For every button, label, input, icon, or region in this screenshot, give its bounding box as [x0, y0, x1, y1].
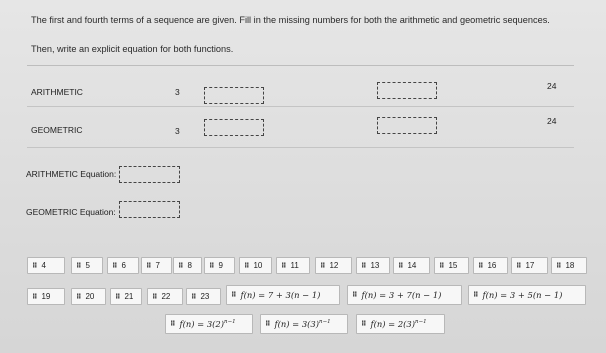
drag-grip-icon: ⠿ — [478, 262, 483, 270]
drag-grip-icon: ⠿ — [398, 262, 403, 270]
arithmetic-row — [27, 66, 574, 107]
answer-tile[interactable]: ⠿ 11 — [276, 257, 310, 274]
drag-grip-icon: ⠿ — [281, 262, 286, 270]
answer-tile[interactable]: ⠿ 10 — [239, 257, 272, 274]
answer-tile[interactable]: ⠿ 7 — [141, 257, 172, 274]
drag-grip-icon: ⠿ — [473, 292, 478, 299]
instruction-text-2: Then, write an explicit equation for both functions. — [31, 44, 234, 54]
answer-tile[interactable]: ⠿ 23 — [186, 288, 221, 305]
answer-tile[interactable]: ⠿ 18 — [551, 257, 587, 274]
answer-tile-formula[interactable]: ⠿ f(n) = 3 + 7(n − 1) — [347, 285, 462, 305]
drag-grip-icon: ⠿ — [439, 262, 444, 270]
answer-tile[interactable]: ⠿ 8 — [173, 257, 202, 274]
geometric-term2-dropzone[interactable] — [204, 119, 264, 136]
drag-grip-icon: ⠿ — [320, 262, 325, 270]
answer-tile-formula[interactable]: ⠿ $f(n) = 3(2)^{n-1}$ — [165, 314, 253, 334]
geometric-equation-label: GEOMETRIC Equation: — [26, 207, 116, 217]
drag-grip-icon: ⠿ — [170, 321, 175, 328]
drag-grip-icon: ⠿ — [352, 292, 357, 299]
arithmetic-first-term: 3 — [175, 87, 180, 97]
answer-tile[interactable]: ⠿ 21 — [110, 288, 142, 305]
geometric-row — [27, 107, 574, 148]
drag-grip-icon: ⠿ — [244, 262, 249, 270]
answer-tile[interactable]: ⠿ 15 — [434, 257, 469, 274]
row-label-geometric: GEOMETRIC — [31, 125, 83, 135]
drag-grip-icon: ⠿ — [209, 262, 214, 270]
drag-grip-icon: ⠿ — [115, 293, 120, 301]
answer-tile[interactable]: ⠿ 14 — [393, 257, 430, 274]
answer-tile[interactable]: ⠿ 20 — [71, 288, 106, 305]
answer-tile-formula[interactable]: ⠿ $f(n) = 3(3)^{n-1}$ — [260, 314, 348, 334]
answer-tile[interactable]: ⠿ 13 — [356, 257, 390, 274]
drag-grip-icon: ⠿ — [32, 293, 37, 301]
drag-grip-icon: ⠿ — [152, 293, 157, 301]
answer-tile-formula[interactable]: ⠿ f(n) = 3 + 5(n − 1) — [468, 285, 586, 305]
answer-tile-formula[interactable]: ⠿ f(n) = 7 + 3(n − 1) — [226, 285, 340, 305]
drag-grip-icon: ⠿ — [76, 262, 81, 270]
drag-grip-icon: ⠿ — [361, 262, 366, 270]
arithmetic-term2-dropzone[interactable] — [204, 87, 264, 104]
answer-tile[interactable]: ⠿ 9 — [204, 257, 235, 274]
arithmetic-term3-dropzone[interactable] — [377, 82, 437, 99]
instruction-text: The first and fourth terms of a sequence are given. Fill in the missing numbers for both the arithmetic and geometric sequences. — [31, 15, 550, 25]
geometric-equation-dropzone[interactable] — [119, 201, 180, 218]
drag-grip-icon: ⠿ — [361, 321, 366, 328]
geometric-first-term: 3 — [175, 126, 180, 136]
drag-grip-icon: ⠿ — [231, 292, 236, 299]
drag-grip-icon: ⠿ — [556, 262, 561, 270]
geometric-fourth-term: 24 — [547, 116, 557, 126]
answer-tile[interactable]: ⠿ 4 — [27, 257, 65, 274]
answer-tile[interactable]: ⠿ 6 — [107, 257, 139, 274]
drag-grip-icon: ⠿ — [112, 262, 117, 270]
answer-tile-formula[interactable]: ⠿ $f(n) = 2(3)^{n-1}$ — [356, 314, 445, 334]
row-label-arithmetic: ARITHMETIC — [31, 87, 83, 97]
drag-grip-icon: ⠿ — [265, 321, 270, 328]
drag-grip-icon: ⠿ — [516, 262, 521, 270]
drag-grip-icon: ⠿ — [191, 293, 196, 301]
answer-tile[interactable]: ⠿ 5 — [71, 257, 103, 274]
arithmetic-equation-label: ARITHMETIC Equation: — [26, 169, 117, 179]
drag-grip-icon: ⠿ — [32, 262, 37, 270]
arithmetic-fourth-term: 24 — [547, 81, 557, 91]
answer-tile[interactable]: ⠿ 12 — [315, 257, 352, 274]
sequence-table — [27, 65, 574, 148]
drag-grip-icon: ⠿ — [146, 262, 151, 270]
geometric-term3-dropzone[interactable] — [377, 117, 437, 134]
answer-tile[interactable]: ⠿ 22 — [147, 288, 183, 305]
answer-tile[interactable]: ⠿ 16 — [473, 257, 508, 274]
drag-grip-icon: ⠿ — [178, 262, 183, 270]
drag-grip-icon: ⠿ — [76, 293, 81, 301]
answer-tile[interactable]: ⠿ 17 — [511, 257, 548, 274]
answer-tile[interactable]: ⠿ 19 — [27, 288, 65, 305]
arithmetic-equation-dropzone[interactable] — [119, 166, 180, 183]
